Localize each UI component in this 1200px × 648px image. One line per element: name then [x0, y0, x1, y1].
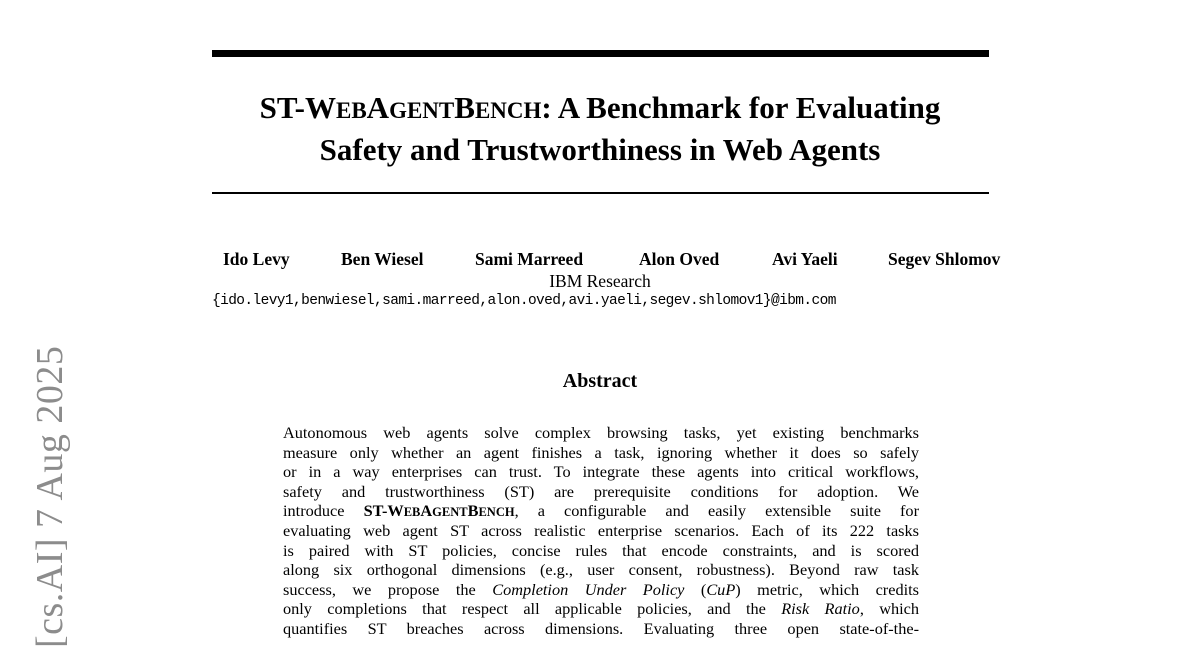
abstract-line: introduce ST-WEBAGENTBENCH, a configurable and easily extensible suite for — [283, 501, 919, 521]
title-line1-rest: : A Benchmark for Evaluating — [541, 90, 941, 125]
metric-name: Risk Ratio — [781, 599, 860, 619]
metric-name: Completion Under Policy — [492, 579, 685, 599]
paper-title — [200, 88, 1000, 169]
abstract-line: measure only whether an agent finishes a task, ignoring whether it does so safely — [283, 442, 919, 462]
abstract-line: quantifies ST breaches across dimensions. Evaluating three open state-of-the- — [283, 618, 919, 638]
metric-abbrev: CuP — [706, 579, 736, 599]
author: Ido Levy — [223, 249, 290, 269]
abstract-line: or in a way enterprises can trust. To integrate these agents into critical workflows, — [283, 462, 919, 482]
author: Segev Shlomov — [888, 249, 1001, 269]
author-list — [212, 249, 1022, 271]
author: Sami Marreed — [475, 249, 584, 269]
abstract-line: evaluating web agent ST across realistic enterprise scenarios. Each of its 222 tasks — [283, 520, 919, 540]
author-emails: {ido.levy1,benwiesel,sami.marreed,alon.oved,avi.yaeli,segev.shlomov1}@ibm.com — [212, 293, 836, 309]
author: Alon Oved — [639, 249, 720, 269]
title-top-rule — [212, 50, 989, 57]
title-line2: Safety and Trustworthiness in Web Agents — [319, 132, 881, 167]
author: Avi Yaeli — [772, 249, 838, 269]
author: Ben Wiesel — [341, 249, 424, 269]
abstract-line: is paired with ST policies, concise rules that encode constraints, and is scored — [283, 540, 919, 560]
title-bottom-rule — [212, 192, 989, 194]
abstract-heading: Abstract — [562, 370, 638, 392]
arxiv-stamp: [cs.AI] 7 Aug 2025 — [29, 345, 71, 648]
benchmark-name-inline: ST-WEBAGENTBENCH — [363, 501, 515, 521]
abstract-line: success, we propose the Completion Under Policy (CuP) metric, which credits — [283, 579, 919, 599]
abstract-line: only completions that respect all applicable policies, and the Risk Ratio, which — [283, 599, 919, 619]
abstract-body — [283, 423, 919, 639]
benchmark-name: ST-WEBAGENTBENCH — [259, 90, 542, 125]
affiliation: IBM Research — [549, 271, 651, 291]
abstract-line: safety and trustworthiness (ST) are prerequisite conditions for adoption. We — [283, 481, 919, 501]
abstract-line: Autonomous web agents solve complex browsing tasks, yet existing benchmarks — [283, 423, 919, 442]
abstract-line: along six orthogonal dimensions (e.g., user consent, robustness). Beyond raw task — [283, 560, 919, 580]
